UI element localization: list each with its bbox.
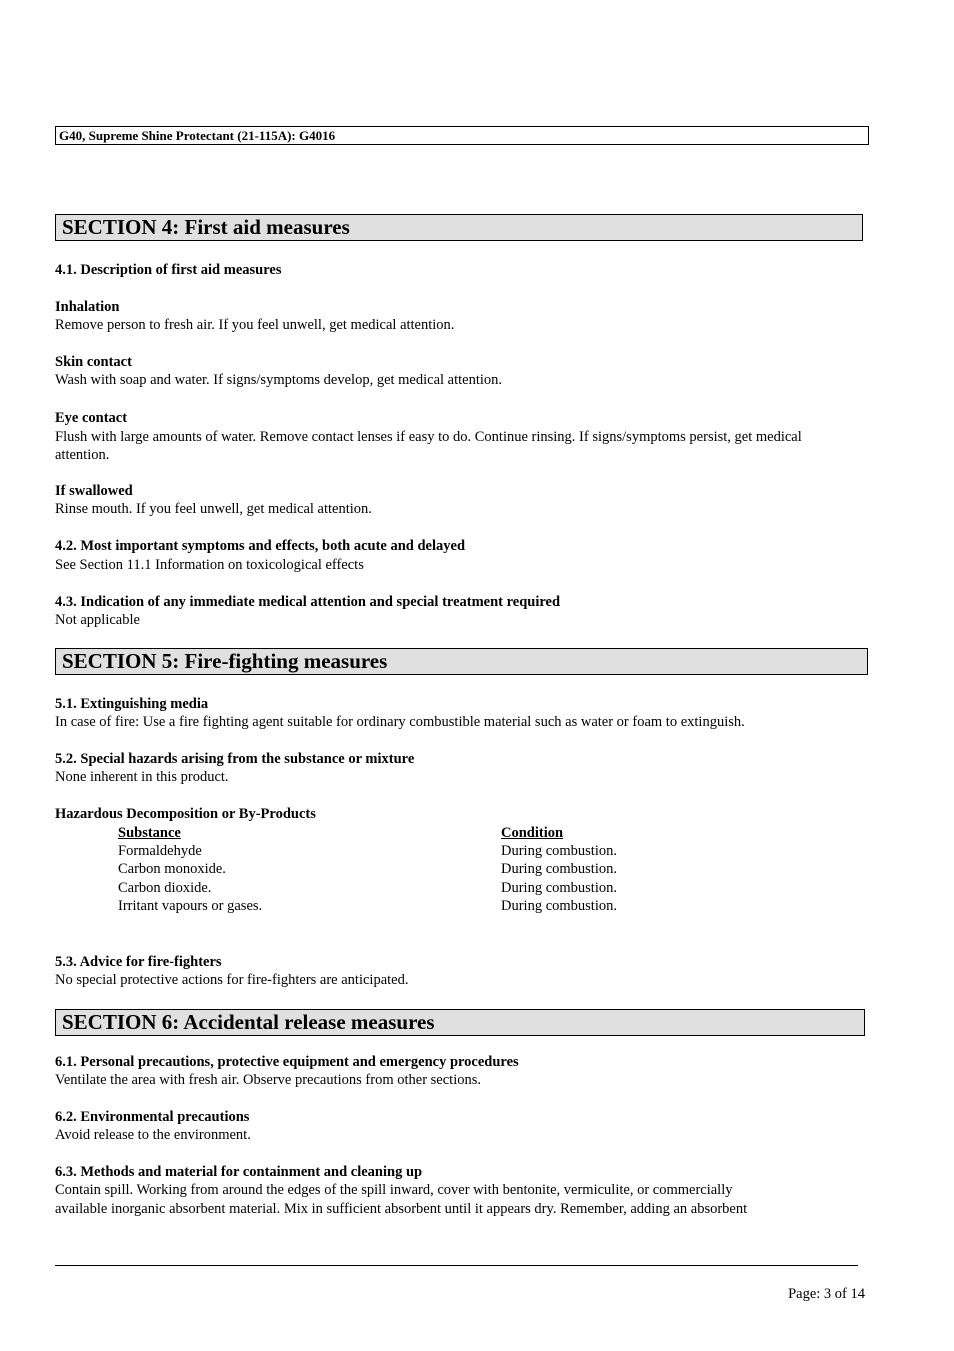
condition-cell: During combustion.	[501, 861, 617, 877]
substance-cell: Irritant vapours or gases.	[118, 898, 263, 914]
section-6-title: SECTION 6: Accidental release measures	[55, 1009, 865, 1036]
eye-contact-heading: Eye contact	[55, 410, 128, 426]
substance-column-header: Substance	[118, 825, 181, 841]
product-header: G40, Supreme Shine Protectant (21-115A): G4016	[55, 126, 869, 145]
if-swallowed-heading: If swallowed	[55, 483, 133, 499]
text-5-3: No special protective actions for fire-fighters are anticipated.	[55, 972, 409, 988]
condition-column-header: Condition	[501, 825, 564, 841]
skin-contact-text: Wash with soap and water. If signs/symptoms develop, get medical attention.	[55, 372, 503, 388]
heading-5-3: 5.3. Advice for fire-fighters	[55, 954, 222, 970]
text-5-2: None inherent in this product.	[55, 769, 229, 785]
substance-cell: Carbon dioxide.	[118, 880, 212, 896]
heading-4-2: 4.2. Most important symptoms and effects, both acute and delayed	[55, 538, 466, 554]
text-6-3-line-1: Contain spill. Working from around the edges of the spill inward, cover with bentonite, vermiculite, or commercially	[55, 1182, 733, 1198]
heading-5-2: 5.2. Special hazards arising from the substance or mixture	[55, 751, 415, 767]
condition-cell: During combustion.	[501, 898, 617, 914]
text-5-1: In case of fire: Use a fire fighting agent suitable for ordinary combustible material such as water or foam to extinguish.	[55, 714, 745, 730]
heading-5-1: 5.1. Extinguishing media	[55, 696, 209, 712]
text-6-3-line-2: available inorganic absorbent material. Mix in sufficient absorbent until it appears dry. Remember, adding an absorbent	[55, 1201, 748, 1217]
section-4-title: SECTION 4: First aid measures	[55, 214, 863, 241]
hazardous-decomposition-heading: Hazardous Decomposition or By-Products	[55, 806, 316, 822]
text-4-3: Not applicable	[55, 612, 140, 628]
condition-cell: During combustion.	[501, 843, 617, 859]
text-4-2: See Section 11.1 Information on toxicological effects	[55, 557, 364, 573]
heading-6-2: 6.2. Environmental precautions	[55, 1109, 250, 1125]
if-swallowed-text: Rinse mouth. If you feel unwell, get medical attention.	[55, 501, 372, 517]
skin-contact-heading: Skin contact	[55, 354, 132, 370]
heading-6-3: 6.3. Methods and material for containment and cleaning up	[55, 1164, 423, 1180]
heading-4-3: 4.3. Indication of any immediate medical attention and special treatment required	[55, 594, 561, 610]
section-5-title: SECTION 5: Fire-fighting measures	[55, 648, 868, 675]
text-6-2: Avoid release to the environment.	[55, 1127, 251, 1143]
substance-cell: Formaldehyde	[118, 843, 202, 859]
eye-contact-text: Flush with large amounts of water. Remove contact lenses if easy to do. Continue rinsing. If signs/symptoms persist, get medical attention.	[55, 429, 802, 463]
footer-divider	[55, 1265, 858, 1266]
inhalation-heading: Inhalation	[55, 299, 120, 315]
page-number: Page: 3 of 14	[788, 1286, 865, 1302]
heading-6-1: 6.1. Personal precautions, protective equipment and emergency procedures	[55, 1054, 519, 1070]
condition-cell: During combustion.	[501, 880, 617, 896]
text-6-1: Ventilate the area with fresh air. Observe precautions from other sections.	[55, 1072, 481, 1088]
heading-4-1: 4.1. Description of first aid measures	[55, 262, 282, 278]
substance-cell: Carbon monoxide.	[118, 861, 226, 877]
inhalation-text: Remove person to fresh air. If you feel unwell, get medical attention.	[55, 317, 455, 333]
